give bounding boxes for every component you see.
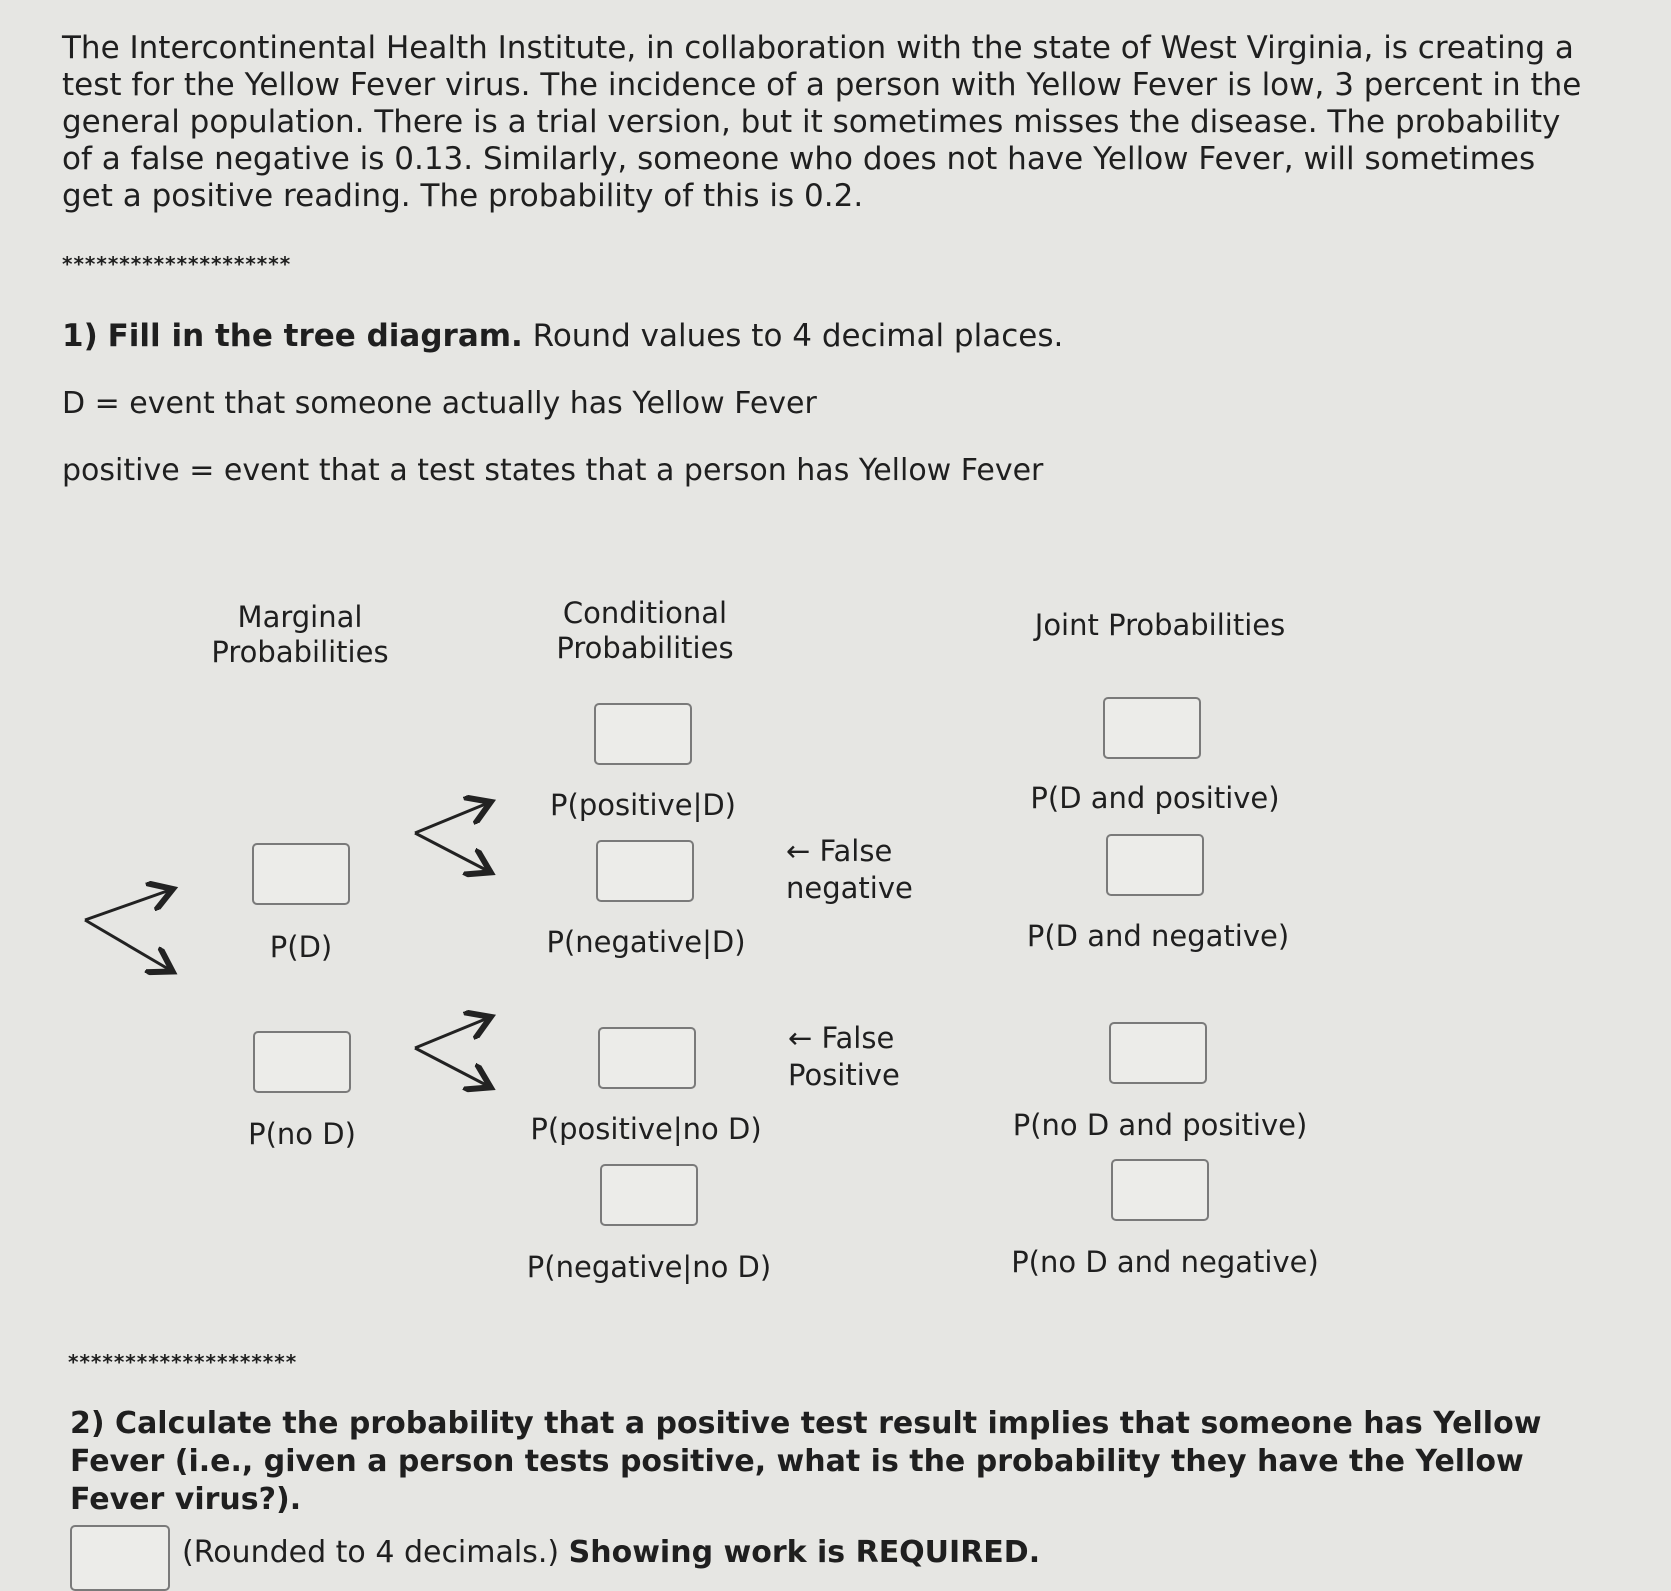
note-false-positive-line2: Positive [788, 1058, 900, 1092]
label-neg-given-no-d: P(negative|no D) [526, 1250, 772, 1284]
note-false-positive-line1: ← False [788, 1021, 895, 1055]
note-false-negative-line1: ← False [786, 834, 893, 868]
header-conditional [540, 596, 750, 666]
input-p-no-d[interactable] [253, 1031, 351, 1093]
input-pos-given-d[interactable] [594, 703, 692, 765]
header-conditional-line1: Conditional [562, 596, 728, 630]
header-joint: Joint Probabilities [1034, 608, 1286, 642]
header-marginal [200, 600, 400, 670]
input-no-d-and-pos[interactable] [1109, 1022, 1207, 1084]
q2-answer-note-bold: Showing work is REQUIRED. [568, 1535, 1041, 1570]
question-1-number: 1) [62, 318, 98, 354]
note-false-negative [786, 833, 913, 907]
question-1-instruction: Fill in the tree diagram. [107, 318, 523, 354]
separator-bottom: ******************** [68, 1350, 298, 1374]
definition-d: D = event that someone actually has Yellow Fever [62, 386, 817, 421]
label-no-d-and-pos: P(no D and positive) [1012, 1108, 1308, 1142]
header-conditional-line2: Probabilities [556, 631, 734, 665]
question-2-number: 2) [70, 1406, 105, 1441]
separator-top: ******************** [62, 252, 292, 276]
root-branch-arrows [80, 880, 180, 980]
input-q2-answer[interactable] [70, 1525, 170, 1591]
label-p-no-d: P(no D) [248, 1117, 356, 1151]
question-1 [62, 318, 1063, 354]
question-2-text: Calculate the probability that a positive test result implies that someone has Yellow Fever (i.e., given a person tests positive, what is the probability they have the Yellow Fever virus?). [70, 1406, 1542, 1517]
header-marginal-line2: Probabilities [211, 635, 389, 669]
label-pos-given-no-d: P(positive|no D) [530, 1112, 762, 1146]
label-neg-given-d: P(negative|D) [546, 925, 746, 959]
input-neg-given-no-d[interactable] [600, 1164, 698, 1226]
input-neg-given-d[interactable] [596, 840, 694, 902]
label-d-and-neg: P(D and negative) [1026, 919, 1290, 953]
input-d-and-pos[interactable] [1103, 697, 1201, 759]
note-false-positive [788, 1020, 900, 1094]
input-p-d[interactable] [252, 843, 350, 905]
label-pos-given-d: P(positive|D) [550, 788, 736, 822]
label-p-d: P(D) [269, 930, 333, 964]
problem-statement: The Intercontinental Health Institute, in collaboration with the state of West Virginia, is creating a test for the Yellow Fever virus. The incidence of a person with Yellow Fever is low, 3 percent in the general population. There is a trial version, but it sometimes misses the disease. The probability of a false negative is 0.13. Similarly, someone who does not have Yellow Fever, will sometimes get a positive reading. The probability of this is 0.2. [62, 30, 1582, 214]
label-d-and-pos: P(D and positive) [1030, 781, 1280, 815]
q2-answer-note-plain: (Rounded to 4 decimals.) [182, 1535, 560, 1570]
question-1-rounding: Round values to 4 decimal places. [532, 318, 1064, 354]
d-branch-arrows [410, 795, 510, 885]
note-false-negative-line2: negative [786, 871, 913, 905]
input-d-and-neg[interactable] [1106, 834, 1204, 896]
definition-positive: positive = event that a test states that a person has Yellow Fever [62, 453, 1044, 488]
header-marginal-line1: Marginal [237, 600, 363, 634]
input-pos-given-no-d[interactable] [598, 1027, 696, 1089]
no-d-branch-arrows [410, 1010, 510, 1100]
input-no-d-and-neg[interactable] [1111, 1159, 1209, 1221]
label-no-d-and-neg: P(no D and negative) [1011, 1245, 1319, 1279]
question-2 [70, 1405, 1570, 1519]
q2-answer-note [182, 1535, 1040, 1570]
